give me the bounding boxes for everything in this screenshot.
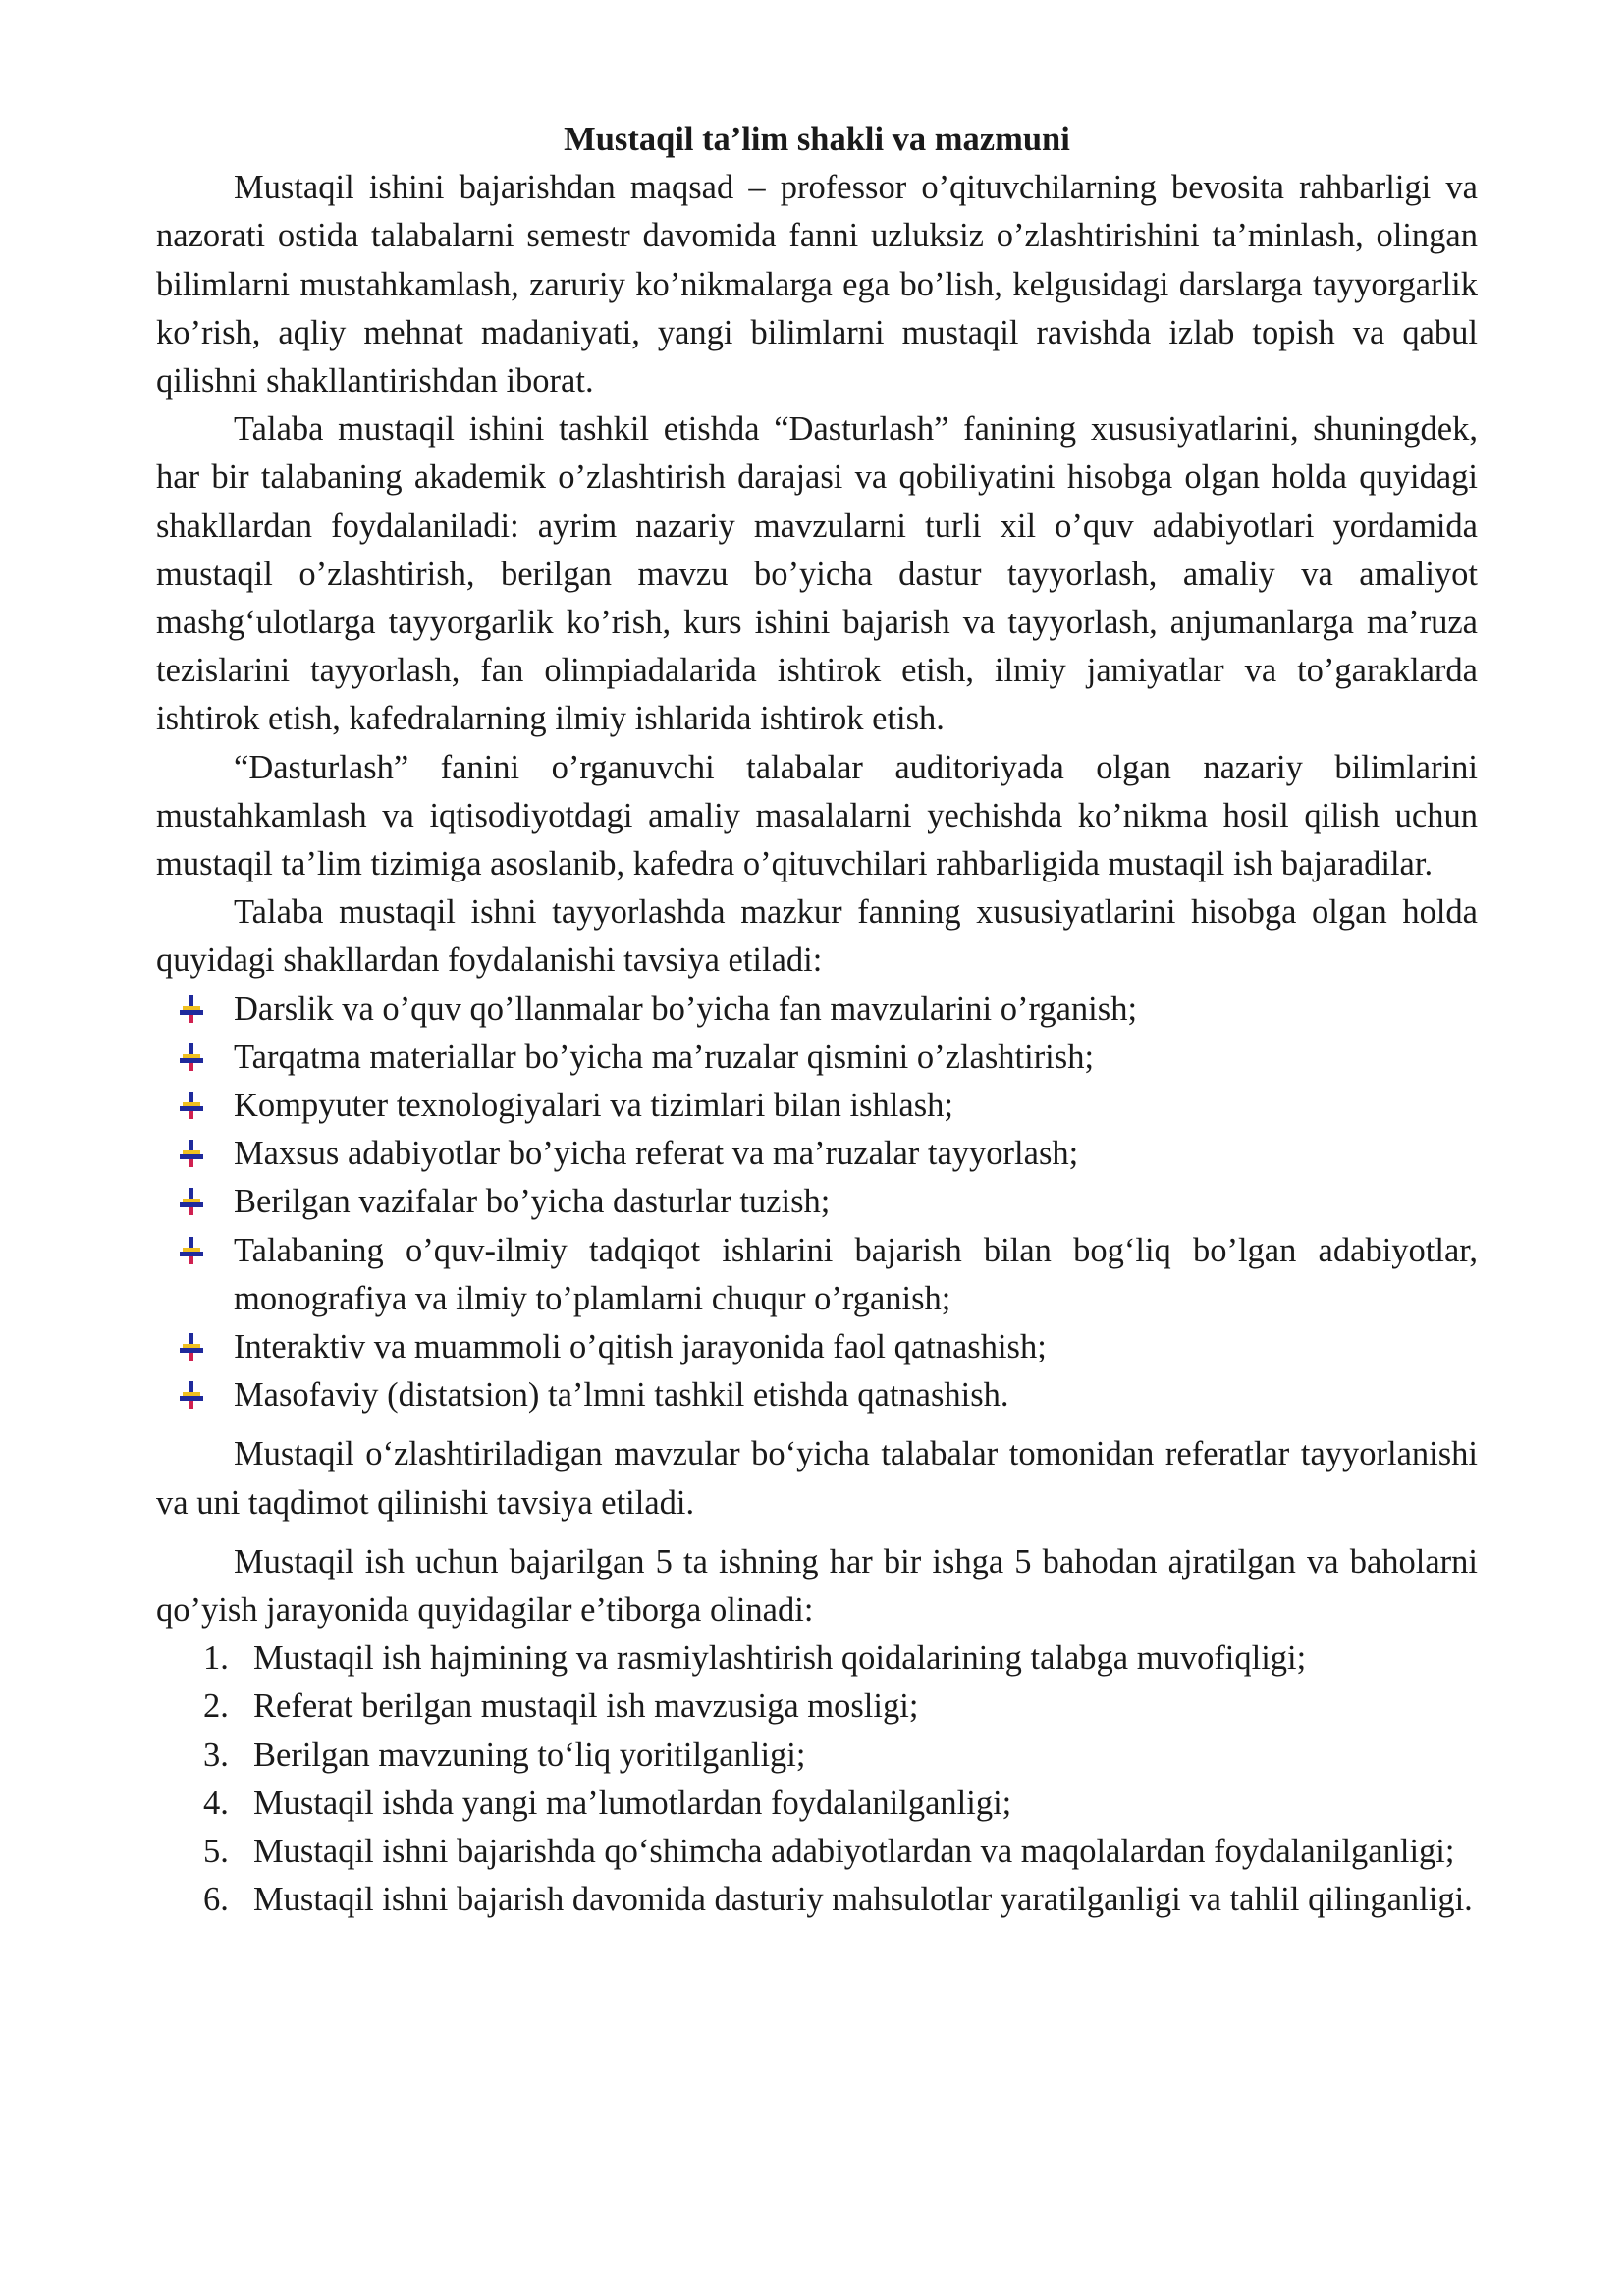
bullet-item <box>156 1178 1478 1226</box>
pushpin-bullet-icon <box>178 1091 205 1120</box>
criteria-item <box>156 1780 1478 1828</box>
pushpin-bullet-icon <box>178 994 205 1024</box>
pushpin-bullet-icon <box>178 1332 205 1362</box>
paragraph-dasturlash: “Dasturlash” fanini o’rganuvchi talabalar auditoriyada olgan nazariy bilimlarini mustahkamlash va iqtisodiyotdagi amaliy masalalarni yechishda ko’nikma hosil qilish uchun mustaqil ta’lim tizimiga asoslanib, kafedra o’qituvchilari rahbarligida mustaqil ish bajaradilar. <box>156 748 1478 883</box>
paragraph-referat: Mustaqil o‘zlashtiriladigan mavzular bo‘yicha talabalar tomonidan referatlar tayyorlanishi va uni taqdimot qilinishi tavsiya etiladi. <box>156 1435 1478 1522</box>
pushpin-bullet-icon <box>178 1236 205 1265</box>
criteria-text: Berilgan mavzuning to‘liq yoritilganligi; <box>253 1735 806 1774</box>
pushpin-bullet-icon <box>178 1187 205 1216</box>
bullet-list <box>156 986 1478 1420</box>
pushpin-bullet-icon <box>178 1042 205 1072</box>
criteria-number: 1. <box>203 1639 229 1678</box>
paragraph-purpose: Mustaqil ishini bajarishdan maqsad – professor o’qituvchilarning bevosita rahbarligi va nazorati ostida talabalarni semestr davomida fanni uzluksiz o’zlashtirishini ta’minlash, olingan bilimlarni mustahkamlash, zaruriy ko’nikmalarga ega bo’lish, kelgusidagi darslarga tayyorgarlik ko’rish, aqliy mehnat madaniyati, yangi bilimlarni mustaqil ravishda izlab topish va qabul qilishni shakllantirishdan iborat. <box>156 169 1478 400</box>
bullet-text: Kompyuter texnologiyalari va tizimlari bilan ishlash; <box>234 1087 953 1125</box>
criteria-number: 5. <box>203 1833 229 1871</box>
criteria-text: Mustaqil ishda yangi ma’lumotlardan foydalanilganligi; <box>253 1784 1012 1822</box>
criteria-item <box>156 1828 1478 1876</box>
criteria-item <box>156 1732 1478 1780</box>
paragraph-forms: Talaba mustaqil ishini tashkil etishda “Dasturlash” fanining xususiyatlarini, shuningdek, har bir talabaning akademik o’zlashtirish darajasi va qobiliyatini hisobga olgan holda quyidagi shakllardan foydalaniladi: ayrim nazariy mavzularni turli xil o’quv adabiyotlari yordamida mustaqil o’zlashtirish, berilgan mavzu bo’yicha dastur tayyorlash, amaliy va amaliyot mashg‘ulotlarga tayyorgarlik ko’rish, kurs ishini bajarish va tayyorlash, anjumanlarga ma’ruza tezislarini tayyorlash, fan olimpiadalarida ishtirok etish, ilmiy jamiyatlar va to’garaklarda ishtirok etish, kafedralarning ilmiy ishlarida ishtirok etish. <box>156 410 1478 738</box>
criteria-item <box>156 1682 1478 1731</box>
criteria-text: Mustaqil ishni bajarish davomida dasturiy mahsulotlar yaratilganligi va tahlil qilinganligi. <box>253 1881 1473 1919</box>
bullet-item <box>156 1130 1478 1178</box>
criteria-text: Mustaqil ishni bajarishda qo‘shimcha adabiyotlardan va maqolalardan foydalanilganligi; <box>253 1833 1455 1871</box>
document-page <box>156 116 1478 1925</box>
paragraph-grading: Mustaqil ish uchun bajarilgan 5 ta ishning har bir ishga 5 bahodan ajratilgan va baholarni qo’yish jarayonida quyidagilar e’tiborga olinadi: <box>156 1542 1478 1629</box>
pushpin-bullet-icon <box>178 1380 205 1410</box>
bullet-text: Maxsus adabiyotlar bo’yicha referat va ma’ruzalar tayyorlash; <box>234 1135 1079 1173</box>
bullet-text: Interaktiv va muammoli o’qitish jarayonida faol qatnashish; <box>234 1328 1047 1366</box>
criteria-item <box>156 1876 1478 1924</box>
criteria-text: Mustaqil ish hajmining va rasmiylashtirish qoidalarining talabga muvofiqligi; <box>253 1639 1307 1678</box>
criteria-number: 6. <box>203 1881 229 1919</box>
bullet-text: Tarqatma materiallar bo’yicha ma’ruzalar qismini o’zlashtirish; <box>234 1038 1095 1076</box>
paragraph-recommendation: Talaba mustaqil ishni tayyorlashda mazkur fanning xususiyatlarini hisobga olgan holda quyidagi shakllardan foydalanishi tavsiya etiladi: <box>156 893 1478 980</box>
bullet-text: Darslik va o’quv qo’llanmalar bo’yicha fan mavzularini o’rganish; <box>234 989 1138 1028</box>
criteria-number: 4. <box>203 1784 229 1822</box>
document-title: Mustaqil ta’lim shakli va mazmuni <box>564 121 1070 158</box>
bullet-text: Talabaning o’quv-ilmiy tadqiqot ishlarini bajarish bilan bog‘liq bo’lgan adabiyotlar, monografiya va ilmiy to’plamlarni chuqur o’rganish; <box>234 1231 1478 1317</box>
bullet-item <box>156 1323 1478 1371</box>
bullet-item <box>156 1371 1478 1419</box>
criteria-item <box>156 1634 1478 1682</box>
bullet-item <box>156 1082 1478 1130</box>
bullet-item <box>156 1227 1478 1323</box>
criteria-text: Referat berilgan mustaqil ish mavzusiga mosligi; <box>253 1687 919 1726</box>
bullet-text: Masofaviy (distatsion) ta’lmni tashkil etishda qatnashish. <box>234 1376 1009 1415</box>
criteria-number: 2. <box>203 1687 229 1726</box>
bullet-item <box>156 1034 1478 1082</box>
pushpin-bullet-icon <box>178 1139 205 1168</box>
criteria-number: 3. <box>203 1735 229 1774</box>
bullet-text: Berilgan vazifalar bo’yicha dasturlar tuzish; <box>234 1183 831 1221</box>
criteria-list <box>156 1634 1478 1924</box>
bullet-item <box>156 986 1478 1034</box>
